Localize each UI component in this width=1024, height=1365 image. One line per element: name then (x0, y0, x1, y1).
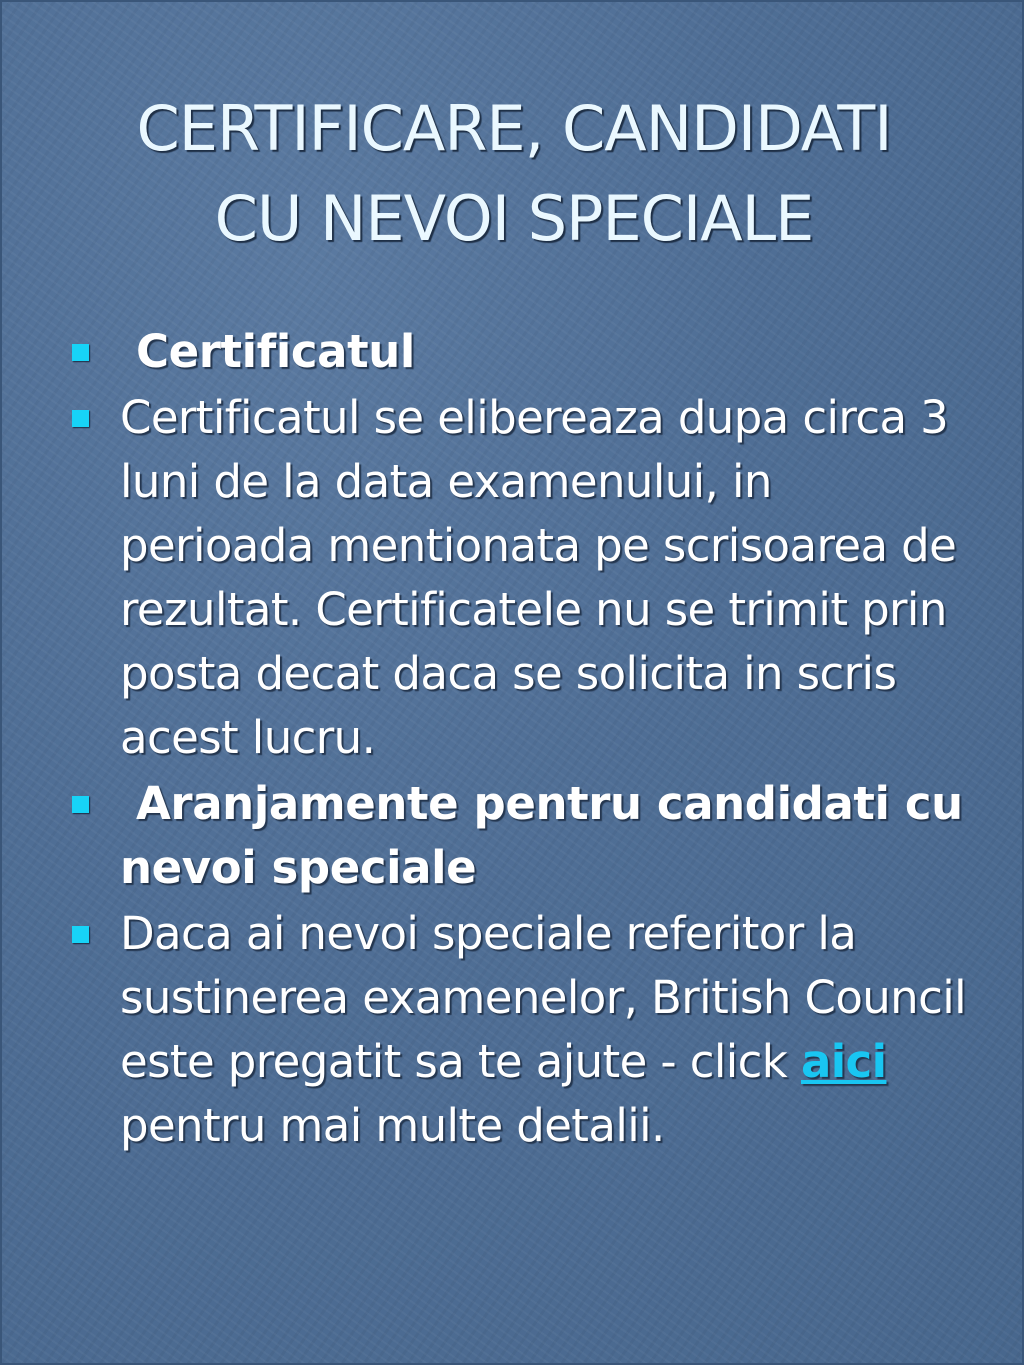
slide-title (42, 84, 986, 264)
aici-link[interactable]: aici (800, 1035, 887, 1088)
slide-title-line-2: CU NEVOI SPECIALE (214, 182, 814, 255)
square-bullet-icon (72, 926, 89, 943)
bullet-item-special-needs-heading (70, 772, 970, 900)
bullet-text: Certificatul (136, 325, 415, 378)
square-bullet-icon (72, 410, 89, 427)
bullet-text: Certificatul se elibereaza dupa circa 3 luni de la data examenului, in perioada mentionata pe scrisoarea de rezultat. Certificatele nu se trimit prin posta decat daca se solicita in scris acest lucru. (120, 391, 957, 764)
bullet-text-before-link: Daca ai nevoi speciale referitor la sustinerea examenelor, British Council este pregatit sa te ajute - click (120, 907, 967, 1088)
bullet-item-certificate-info (70, 386, 970, 770)
square-bullet-icon (72, 344, 89, 361)
slide-title-line-1: CERTIFICARE, CANDIDATI (136, 92, 892, 165)
bullet-text-after-link: pentru mai multe detalii. (120, 1099, 665, 1152)
bullet-item-certificatul (70, 320, 970, 384)
bullet-list (70, 320, 970, 1160)
bullet-item-special-needs-info (70, 902, 970, 1158)
square-bullet-icon (72, 796, 89, 813)
bullet-text: Aranjamente pentru candidati cu nevoi speciale (120, 777, 963, 894)
